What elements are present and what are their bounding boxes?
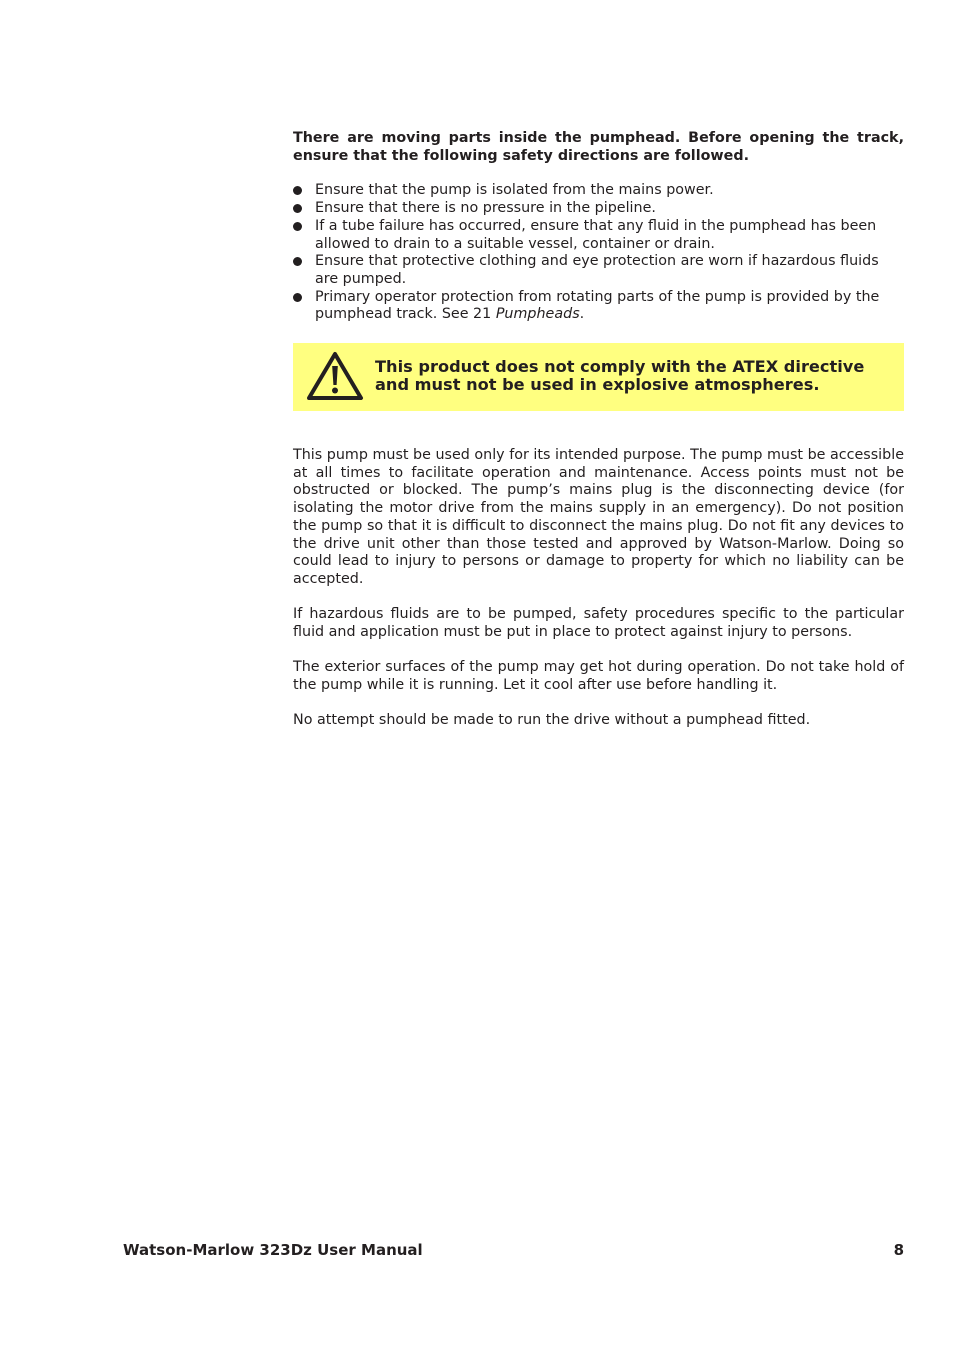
intended-purpose-paragraph: This pump must be used only for its intended purpose. The pump must be accessible at all times to facilitate operation and maintenance. Access points must not be obstructed or blocked. The pump’s mains plug is the disconnecting device (for isolating the motor drive from the mains supply in an emergency). Do not position the pump so that it is difficult to disconnect the mains plug. Do not fit any devices to the drive unit other than those tested and approved by Watson-Marlow. Doing so could lead to injury to persons or damage to property for which no liability can be accepted. [293,447,904,587]
list-item-text-prefix: Primary operator protection from rotating parts of the pump is provided by the pumphead track. See 21 [315,288,880,323]
atex-warning-box [293,343,904,411]
page-number: 8 [893,1241,904,1259]
pumphead-fitted-paragraph: No attempt should be made to run the drive without a pumphead fitted. [293,712,811,729]
list-item [293,182,904,200]
list-item-text [315,289,879,323]
list-item [293,200,904,218]
list-item-text: If a tube failure has occurred, ensure that any fluid in the pumphead has been allowed to drain to a suitable vessel, container or drain. [315,217,877,252]
list-item [293,289,904,324]
bullet-icon [293,293,302,302]
list-item-text: Ensure that the pump is isolated from the mains power. [315,182,714,199]
safety-directions-list [293,182,904,324]
warning-line-1: This product does not comply with the ATEX directive [375,357,865,377]
list-item [293,253,904,288]
warning-triangle-icon [306,351,364,401]
safety-intro: There are moving parts inside the pumphead. Before opening the track, ensure that the following safety directions are followed. [293,130,904,164]
hazardous-fluids-paragraph: If hazardous fluids are to be pumped, safety procedures specific to the particular fluid and application must be put in place to protect against injury to persons. [293,606,904,640]
warning-text [375,358,885,394]
warning-line-2: and must not be used in explosive atmospheres. [375,374,820,394]
bullet-icon [293,186,302,195]
list-item-text: Ensure that protective clothing and eye protection are worn if hazardous fluids are pumped. [315,253,879,287]
bullet-icon [293,257,302,266]
hot-surfaces-paragraph: The exterior surfaces of the pump may get hot during operation. Do not take hold of the pump while it is running. Let it cool after use before handling it. [293,659,904,693]
pumpheads-reference: Pumpheads [495,306,580,323]
page-content [293,130,904,730]
list-item-text: Ensure that there is no pressure in the pipeline. [315,200,656,217]
bullet-icon [293,204,302,213]
list-item-text-suffix: . [579,306,585,323]
bullet-icon [293,222,302,231]
footer-manual-title: Watson-Marlow 323Dz User Manual [123,1241,423,1259]
list-item [293,218,904,253]
